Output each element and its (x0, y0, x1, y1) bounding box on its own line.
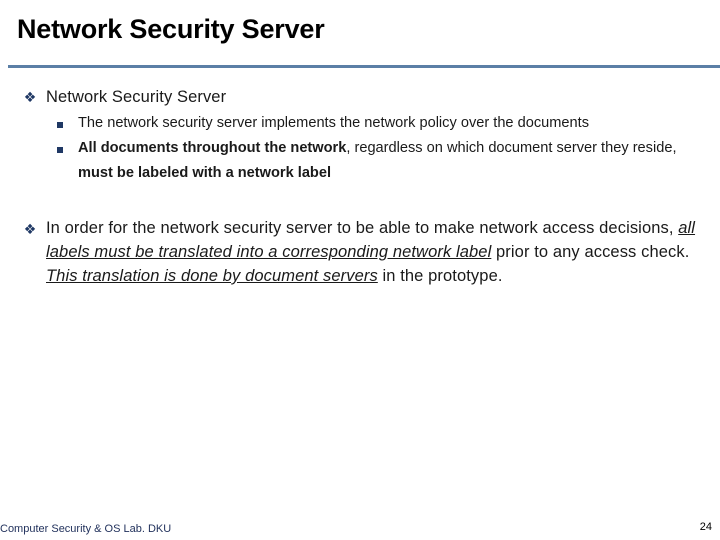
square-bullet-icon (57, 147, 63, 153)
bold-text: All documents throughout the network (78, 140, 347, 156)
square-bullet-icon (57, 122, 63, 128)
page-number: 24 (699, 521, 712, 533)
sub-bullet-policy: The network security server implements the network policy over the documents (78, 115, 589, 131)
bullet-network-security-server: Network Security Server (46, 88, 227, 106)
bold-text: must be labeled with a network label (78, 165, 332, 181)
plain-text: , regardless on which document server they reside, (346, 140, 677, 156)
plain-text: in the prototype. (377, 267, 503, 285)
diamond-bullet-icon: ❖ (23, 221, 37, 237)
bullet-translation (46, 216, 701, 288)
diamond-bullet-icon: ❖ (23, 89, 37, 105)
title-divider (8, 65, 720, 68)
plain-text: In order for the network security server to be able to make network access decisions, (46, 219, 679, 237)
emphasis-text: all labels must be translated into a corresponding network label (46, 219, 696, 261)
emphasis-text: This translation is done by document servers (46, 267, 378, 285)
footer-label: Computer Security & OS Lab. DKU (0, 523, 172, 535)
sub-bullet-labeling (78, 136, 708, 186)
plain-text: prior to any access check. (491, 243, 690, 261)
page-title: Network Security Server (17, 14, 325, 44)
